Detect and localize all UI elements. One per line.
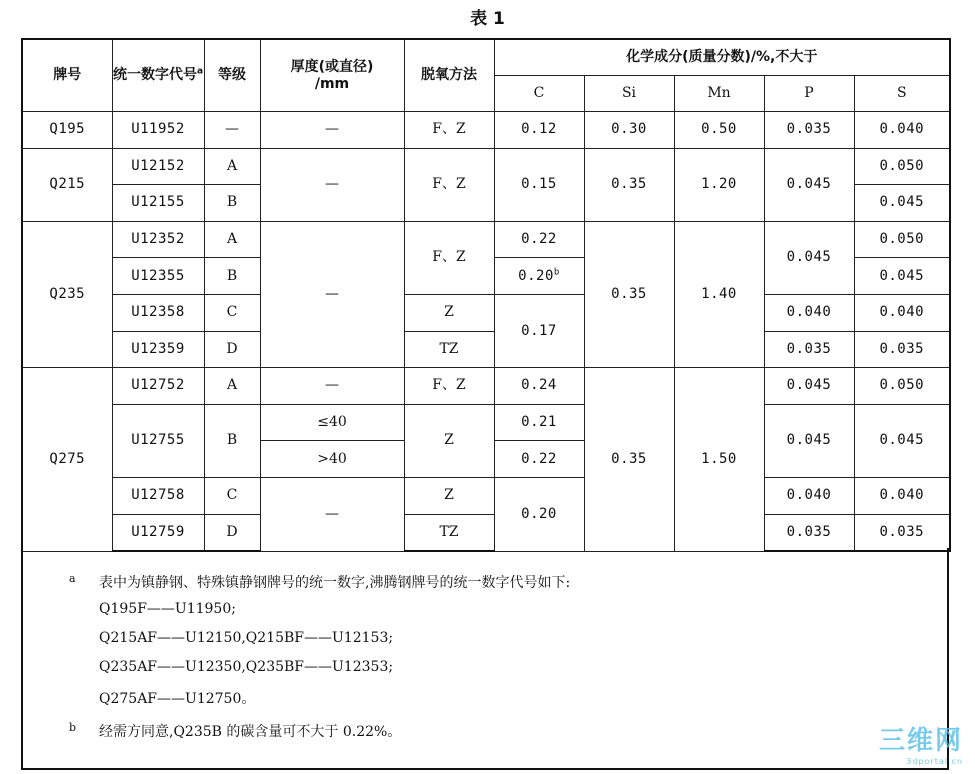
p-cell: 0.045 [764, 368, 854, 405]
p-cell: 0.040 [764, 294, 854, 331]
mn-cell: 1.50 [674, 368, 764, 551]
table-notes [21, 548, 949, 770]
s-cell: 0.045 [854, 258, 950, 295]
table-title: 表 1 [470, 9, 505, 29]
level-cell: — [204, 112, 260, 149]
s-cell: 0.040 [854, 477, 950, 514]
p-cell: 0.045 [764, 148, 854, 221]
code-cell: U12358 [112, 294, 204, 331]
table-row [22, 477, 950, 514]
table-row [22, 294, 950, 331]
c-cell: 0.17 [494, 294, 584, 367]
p-cell: 0.035 [764, 112, 854, 149]
s-cell: 0.050 [854, 368, 950, 405]
note-a-line: Q235AF——U12350,Q235BF——U12353; [99, 659, 394, 675]
header-thickness: 厚度(或直径) /mm [260, 39, 404, 112]
note-a-line: Q215AF——U12150,Q215BF——U12153; [99, 630, 394, 646]
code-cell: U12755 [112, 404, 204, 477]
table-row [22, 221, 950, 258]
thickness-cell: — [260, 221, 404, 367]
s-cell: 0.045 [854, 404, 950, 477]
table-row [22, 404, 950, 441]
si-cell: 0.35 [584, 221, 674, 367]
mn-cell: 1.40 [674, 221, 764, 367]
table-row [22, 368, 950, 405]
si-cell: 0.35 [584, 368, 674, 551]
level-cell: C [204, 477, 260, 514]
deox-cell: F、Z [404, 148, 494, 221]
thickness-cell: — [260, 148, 404, 221]
header-s: S [854, 76, 950, 112]
note-b-mark: b [69, 721, 77, 734]
chemical-composition-table [21, 38, 951, 552]
note-a-mark: a [69, 572, 76, 585]
header-p: P [764, 76, 854, 112]
s-cell: 0.040 [854, 294, 950, 331]
p-cell: 0.045 [764, 221, 854, 294]
table-row [22, 514, 950, 551]
thickness-cell: >40 [260, 441, 404, 478]
grade-cell: Q235 [22, 221, 112, 367]
c-cell: 0.15 [494, 148, 584, 221]
header-si: Si [584, 76, 674, 112]
p-cell: 0.045 [764, 404, 854, 477]
grade-cell: Q275 [22, 368, 112, 551]
c-cell: 0.24 [494, 368, 584, 405]
thickness-cell: — [260, 112, 404, 149]
level-cell: A [204, 221, 260, 258]
s-cell: 0.045 [854, 185, 950, 222]
si-cell: 0.35 [584, 148, 674, 221]
level-cell: A [204, 368, 260, 405]
deox-cell: F、Z [404, 221, 494, 294]
table-row [22, 148, 950, 185]
header-chemical-composition: 化学成分(质量分数)/%,不大于 [494, 39, 950, 76]
level-cell: B [204, 258, 260, 295]
thickness-cell: — [260, 477, 404, 551]
level-cell: C [204, 294, 260, 331]
mn-cell: 0.50 [674, 112, 764, 149]
thickness-cell: — [260, 368, 404, 405]
deox-cell: TZ [404, 514, 494, 551]
c-cell: 0.12 [494, 112, 584, 149]
note-a-line: Q275AF——U12750。 [99, 691, 256, 707]
c-cell: 0.22 [494, 441, 584, 478]
table-row [22, 331, 950, 368]
level-cell: A [204, 148, 260, 185]
c-cell: 0.21 [494, 404, 584, 441]
note-a-line: 表中为镇静钢、特殊镇静钢牌号的统一数字,沸腾钢牌号的统一数字代号如下: [99, 575, 571, 591]
s-cell: 0.035 [854, 514, 950, 551]
note-a-line: Q195F——U11950; [99, 601, 236, 617]
code-cell: U12152 [112, 148, 204, 185]
s-cell: 0.035 [854, 331, 950, 368]
thickness-cell: ≤40 [260, 404, 404, 441]
code-cell: U12355 [112, 258, 204, 295]
c-cell: 0.20$^b$ [494, 258, 584, 295]
note-b-line: 经需方同意,Q235B 的碳含量可不大于 0.22%。 [99, 724, 402, 740]
deox-cell: Z [404, 294, 494, 331]
header-code: 统一数字代号$^a$ [112, 39, 204, 112]
header-level: 等级 [204, 39, 260, 112]
code-cell: U12759 [112, 514, 204, 551]
header-row-1 [22, 39, 950, 76]
deox-cell: Z [404, 404, 494, 477]
deox-cell: F、Z [404, 112, 494, 149]
code-cell: U11952 [112, 112, 204, 149]
watermark-logo: 三维网 3dportal.cn [878, 726, 963, 766]
s-cell: 0.050 [854, 221, 950, 258]
mn-cell: 1.20 [674, 148, 764, 221]
code-cell: U12752 [112, 368, 204, 405]
c-cell: 0.20 [494, 477, 584, 551]
p-cell: 0.040 [764, 477, 854, 514]
header-deoxidation: 脱氧方法 [404, 39, 494, 112]
header-c: C [494, 76, 584, 112]
code-cell: U12155 [112, 185, 204, 222]
table-row [22, 112, 950, 149]
header-mn: Mn [674, 76, 764, 112]
level-cell: D [204, 331, 260, 368]
level-cell: D [204, 514, 260, 551]
code-cell: U12359 [112, 331, 204, 368]
p-cell: 0.035 [764, 514, 854, 551]
c-cell: 0.22 [494, 221, 584, 258]
level-cell: B [204, 404, 260, 477]
header-grade: 牌号 [22, 39, 112, 112]
level-cell: B [204, 185, 260, 222]
deox-cell: F、Z [404, 368, 494, 405]
grade-cell: Q195 [22, 112, 112, 149]
code-cell: U12758 [112, 477, 204, 514]
code-cell: U12352 [112, 221, 204, 258]
deox-cell: TZ [404, 331, 494, 368]
deox-cell: Z [404, 477, 494, 514]
s-cell: 0.050 [854, 148, 950, 185]
grade-cell: Q215 [22, 148, 112, 221]
si-cell: 0.30 [584, 112, 674, 149]
p-cell: 0.035 [764, 331, 854, 368]
s-cell: 0.040 [854, 112, 950, 149]
